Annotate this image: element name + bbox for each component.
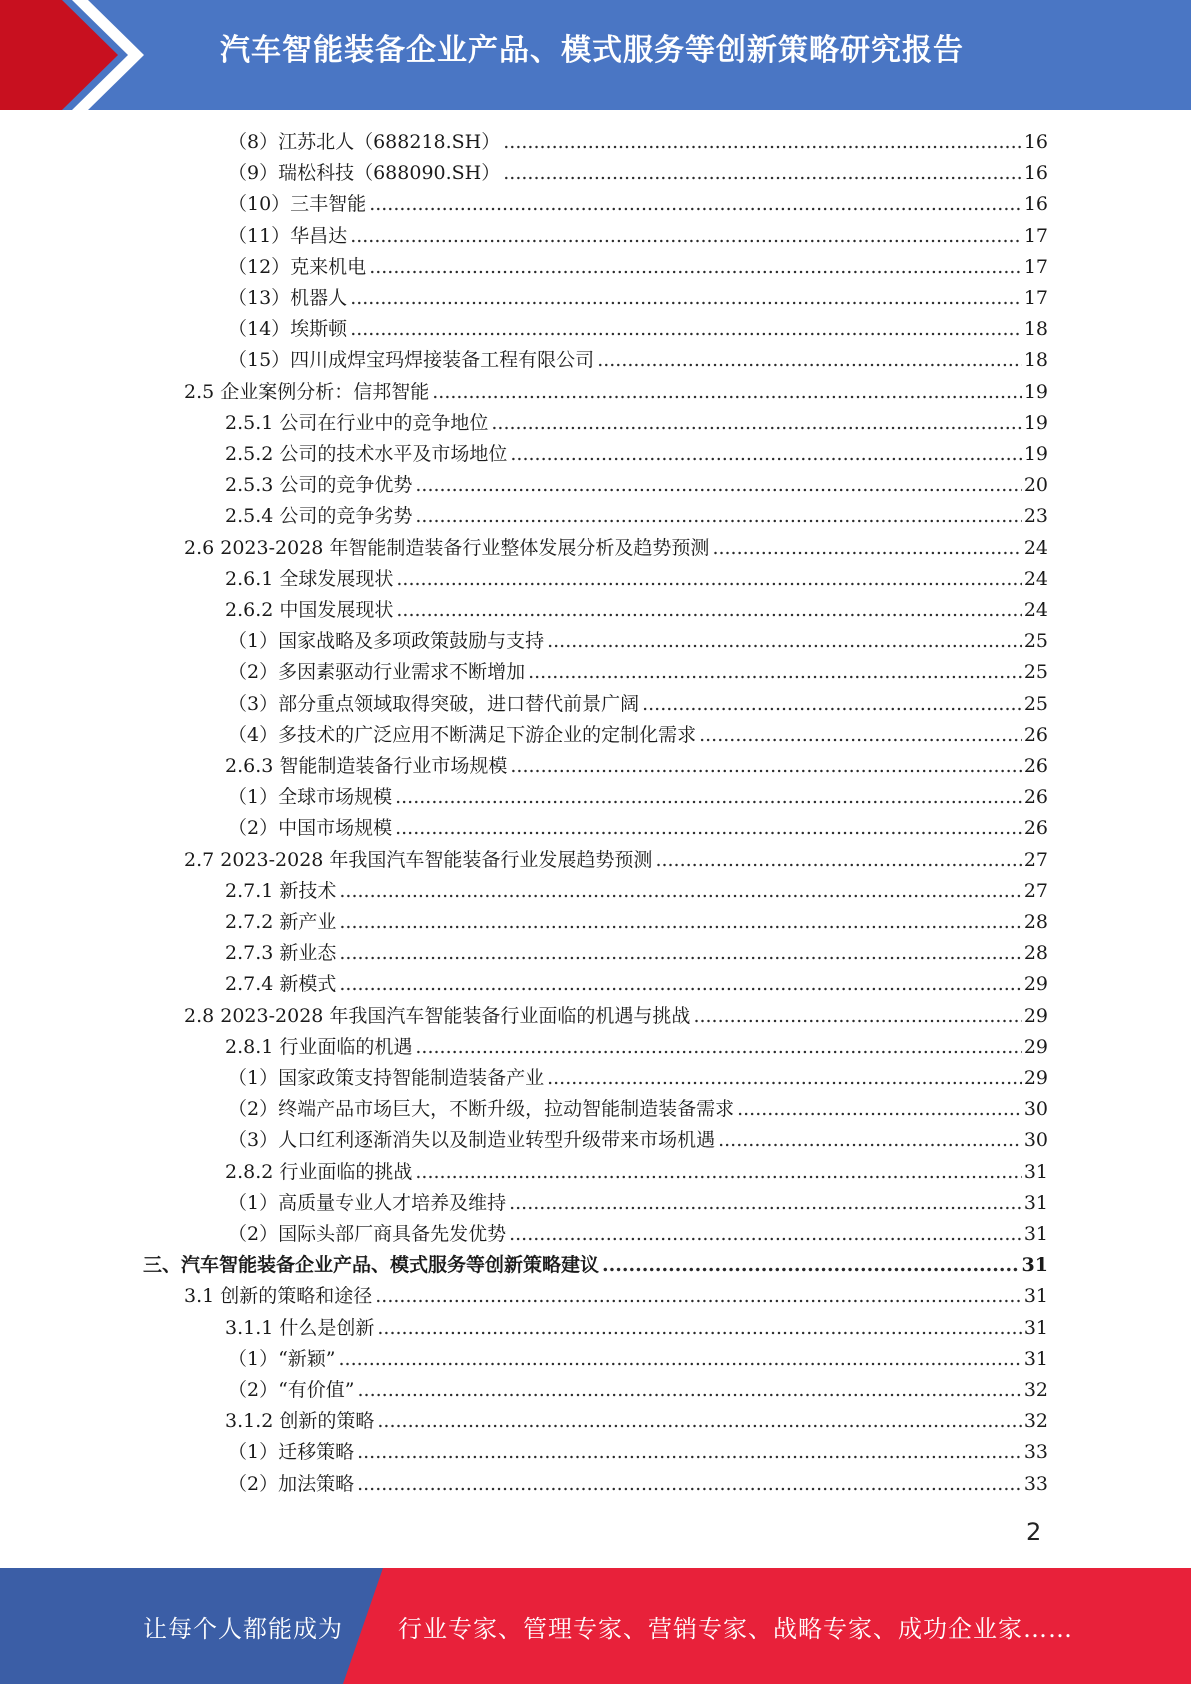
toc-entry-label: 2.7.2 新产业 (225, 911, 337, 933)
toc-entry[interactable] (228, 1437, 1048, 1467)
toc-entry-page: 25 (1023, 692, 1048, 715)
toc-entry-page: 31 (1023, 1316, 1048, 1339)
toc-dot-leader (597, 349, 1022, 371)
toc-entry-label: 2.8.2 行业面临的挑战 (225, 1160, 413, 1183)
toc-dot-leader (369, 193, 1022, 215)
toc-entry-label: （2）中国市场规模 (228, 817, 393, 840)
toc-entry-page: 31 (1021, 1254, 1048, 1277)
toc-entry-label: 2.8.1 行业面临的机遇 (225, 1035, 413, 1058)
toc-entry[interactable] (225, 907, 1048, 937)
toc-entry[interactable] (225, 1313, 1048, 1343)
toc-entry-label: 2.6.1 全球发展现状 (225, 567, 394, 590)
toc-entry-label: 2.8 2023-2028 年我国汽车智能装备行业面临的机遇与挑战 (184, 1004, 691, 1027)
toc-entry-label: （1）国家战略及多项政策鼓励与支持 (228, 630, 545, 653)
report-title: 汽车智能装备企业产品、模式服务等创新策略研究报告 (220, 33, 964, 68)
toc-entry-page: 25 (1023, 661, 1048, 684)
toc-entry-label: 2.7 2023-2028 年我国汽车智能装备行业发展趋势预测 (184, 848, 653, 871)
toc-entry-label: （2）国际头部厂商具备先发优势 (228, 1223, 507, 1245)
toc-entry[interactable] (184, 377, 1048, 407)
toc-entry-label: （12）克来机电 (228, 255, 367, 278)
toc-entry-label: （13）机器人 (228, 287, 348, 309)
toc-entry-label: （2）加法策略 (228, 1472, 355, 1495)
toc-entry[interactable] (184, 845, 1048, 875)
toc-dot-leader (377, 1317, 1021, 1339)
toc-entry[interactable] (228, 189, 1048, 219)
toc-entry-label: 2.6 2023-2028 年智能制造装备行业整体发展分析及趋势预测 (184, 536, 710, 559)
toc-dot-leader (350, 318, 1022, 340)
footer-tagline: 行业专家、管理专家、营销专家、战略专家、成功企业家…… (398, 1615, 1073, 1643)
toc-entry-page: 18 (1023, 318, 1048, 341)
toc-dot-leader (350, 225, 1022, 247)
toc-entry[interactable] (184, 1281, 1048, 1311)
toc-entry-page: 20 (1023, 474, 1048, 497)
toc-dot-leader (357, 1441, 1022, 1463)
toc-entry[interactable] (228, 1375, 1048, 1405)
page-footer (0, 1568, 1191, 1684)
toc-entry-page: 26 (1023, 786, 1048, 809)
toc-dot-leader (395, 786, 1022, 808)
toc-entry[interactable] (228, 221, 1048, 251)
toc-entry[interactable] (184, 533, 1048, 563)
toc-entry[interactable] (225, 439, 1048, 469)
toc-entry-page: 25 (1023, 630, 1048, 653)
toc-entry[interactable] (228, 1344, 1048, 1374)
toc-dot-leader (528, 661, 1022, 683)
toc-entry[interactable] (228, 345, 1048, 375)
toc-entry-label: （1）迁移策略 (228, 1441, 355, 1464)
toc-entry[interactable] (228, 720, 1048, 750)
toc-dot-leader (693, 1005, 1021, 1027)
toc-dot-leader (547, 630, 1022, 652)
toc-entry-page: 17 (1023, 287, 1048, 309)
toc-entry-label: 2.6.2 中国发展现状 (225, 599, 394, 621)
toc-entry-label: （11）华昌达 (228, 224, 348, 247)
toc-entry-page: 31 (1023, 1191, 1048, 1214)
toc-dot-leader (339, 973, 1021, 995)
toc-entry[interactable] (225, 1157, 1048, 1187)
toc-entry[interactable] (225, 1032, 1048, 1062)
toc-entry-label: 2.5.3 公司的竞争优势 (225, 474, 413, 497)
toc-entry-page: 24 (1023, 536, 1048, 559)
toc-entry-page: 26 (1023, 817, 1048, 840)
toc-entry-label: （2）多因素驱动行业需求不断增加 (228, 661, 526, 684)
toc-entry-page: 26 (1023, 755, 1048, 777)
toc-entry[interactable] (228, 1063, 1048, 1093)
toc-entry[interactable] (228, 127, 1048, 157)
toc-entry[interactable] (143, 1250, 1048, 1280)
toc-entry-page: 31 (1023, 1223, 1048, 1245)
toc-entry-label: 2.5.2 公司的技术水平及市场地位 (225, 443, 508, 465)
toc-dot-leader (503, 162, 1022, 184)
toc-entry-page: 33 (1023, 1472, 1048, 1495)
toc-dot-leader (358, 1379, 1022, 1401)
toc-entry-page: 32 (1023, 1379, 1048, 1401)
toc-entry[interactable] (228, 657, 1048, 687)
toc-dot-leader (369, 256, 1022, 278)
toc-entry[interactable] (225, 564, 1048, 594)
toc-dot-leader (357, 1473, 1022, 1495)
toc-entry-page: 31 (1023, 1160, 1048, 1183)
toc-entry[interactable] (228, 1219, 1048, 1249)
toc-entry[interactable] (228, 283, 1048, 313)
toc-entry-page: 32 (1023, 1410, 1048, 1433)
toc-entry[interactable] (228, 158, 1048, 188)
toc-dot-leader (415, 1161, 1021, 1183)
toc-entry-page: 27 (1023, 848, 1048, 871)
toc-entry[interactable] (228, 1469, 1048, 1499)
toc-entry-label: 三、汽车智能装备企业产品、模式服务等创新策略建议 (143, 1254, 600, 1277)
toc-entry-page: 16 (1023, 131, 1048, 153)
toc-entry[interactable] (228, 782, 1048, 812)
toc-dot-leader (415, 1036, 1021, 1058)
toc-dot-leader (339, 942, 1021, 964)
toc-entry-label: 3.1.1 什么是创新 (225, 1316, 375, 1339)
toc-dot-leader (432, 381, 1022, 403)
header-chevron-decoration (0, 0, 160, 110)
page-number: 2 (1026, 1518, 1042, 1546)
toc-entry-page: 19 (1023, 443, 1048, 465)
toc-entry-page: 26 (1023, 723, 1048, 746)
toc-entry-label: （3）部分重点领域取得突破，进口替代前景广阔 (228, 692, 640, 715)
toc-dot-leader (491, 412, 1021, 434)
toc-entry[interactable] (228, 626, 1048, 656)
toc-dot-leader (396, 568, 1021, 590)
toc-entry[interactable] (184, 1001, 1048, 1031)
toc-entry-page: 29 (1023, 1067, 1048, 1089)
toc-entry-label: （2）“有价值” (228, 1379, 355, 1401)
toc-entry-page: 31 (1023, 1347, 1048, 1370)
toc-entry-page: 31 (1023, 1285, 1048, 1308)
toc-entry-page: 28 (1023, 942, 1048, 965)
toc-dot-leader (718, 1129, 1022, 1151)
toc-dot-leader (655, 849, 1021, 871)
toc-dot-leader (510, 443, 1021, 465)
toc-entry-label: （1）高质量专业人才培养及维持 (228, 1191, 507, 1214)
toc-entry-label: 3.1.2 创新的策略 (225, 1410, 375, 1433)
toc-entry[interactable] (225, 876, 1048, 906)
toc-entry-page: 16 (1023, 193, 1048, 216)
toc-entry-label: （10）三丰智能 (228, 193, 367, 216)
toc-entry[interactable] (225, 751, 1048, 781)
toc-dot-leader (509, 1192, 1022, 1214)
toc-entry-page: 30 (1023, 1129, 1048, 1152)
toc-entry-page: 29 (1023, 1035, 1048, 1058)
toc-dot-leader (375, 1285, 1022, 1307)
toc-entry[interactable] (225, 938, 1048, 968)
toc-entry-page: 23 (1023, 505, 1048, 528)
toc-entry[interactable] (228, 1188, 1048, 1218)
toc-dot-leader (339, 1348, 1022, 1370)
toc-entry[interactable] (225, 408, 1048, 438)
toc-entry-label: （1）“新颖” (228, 1347, 336, 1370)
toc-dot-leader (396, 599, 1021, 621)
toc-entry-label: （1）国家政策支持智能制造装备产业 (228, 1067, 545, 1089)
toc-dot-leader (547, 1067, 1022, 1089)
toc-entry[interactable] (225, 470, 1048, 500)
toc-entry-label: （1）全球市场规模 (228, 786, 393, 809)
toc-entry-label: 2.6.3 智能制造装备行业市场规模 (225, 755, 508, 777)
toc-entry-page: 24 (1023, 599, 1048, 621)
toc-entry-label: 2.7.4 新模式 (225, 973, 337, 996)
toc-dot-leader (509, 1223, 1022, 1245)
toc-entry-label: 2.7.3 新业态 (225, 942, 337, 965)
toc-entry-label: （2）终端产品市场巨大，不断升级，拉动智能制造装备需求 (228, 1098, 735, 1121)
toc-dot-leader (642, 693, 1022, 715)
toc-dot-leader (339, 880, 1021, 902)
toc-entry-page: 17 (1023, 224, 1048, 247)
toc-entry-page: 18 (1023, 349, 1048, 372)
toc-entry[interactable] (225, 501, 1048, 531)
toc-entry[interactable] (225, 595, 1048, 625)
toc-entry-page: 24 (1023, 567, 1048, 590)
toc-entry-page: 28 (1023, 911, 1048, 933)
toc-entry-label: 2.5 企业案例分析：信邦智能 (184, 380, 430, 403)
toc-dot-leader (737, 1098, 1022, 1120)
toc-entry[interactable] (228, 1125, 1048, 1155)
toc-dot-leader (503, 131, 1022, 153)
page-header (0, 0, 1191, 110)
toc-entry-label: 3.1 创新的策略和途径 (184, 1285, 373, 1308)
toc-entry-label: 2.5.1 公司在行业中的竞争地位 (225, 411, 489, 434)
toc-dot-leader (395, 817, 1022, 839)
toc-entry[interactable] (228, 813, 1048, 843)
toc-dot-leader (350, 287, 1022, 309)
toc-entry[interactable] (228, 689, 1048, 719)
toc-dot-leader (415, 505, 1021, 527)
toc-entry-page: 29 (1023, 973, 1048, 996)
toc-dot-leader (712, 537, 1021, 559)
toc-entry-page: 19 (1023, 411, 1048, 434)
toc-entry[interactable] (228, 314, 1048, 344)
toc-entry-page: 16 (1023, 162, 1048, 185)
toc-entry-label: （4）多技术的广泛应用不断满足下游企业的定制化需求 (228, 723, 697, 746)
toc-entry-label: 2.5.4 公司的竞争劣势 (225, 505, 413, 528)
toc-entry-label: （3）人口红利逐渐消失以及制造业转型升级带来市场机遇 (228, 1129, 716, 1152)
toc-dot-leader (602, 1254, 1020, 1276)
footer-slogan: 让每个人都能成为 (143, 1615, 343, 1643)
toc-entry-page: 30 (1023, 1098, 1048, 1121)
toc-dot-leader (699, 724, 1022, 746)
toc-entry-page: 19 (1023, 380, 1048, 403)
toc-entry-label: （15）四川成焊宝玛焊接装备工程有限公司 (228, 349, 595, 372)
toc-entry[interactable] (225, 1406, 1048, 1436)
toc-entry-label: （8）江苏北人（688218.SH） (228, 131, 501, 153)
toc-dot-leader (377, 1410, 1021, 1432)
toc-entry[interactable] (228, 1094, 1048, 1124)
toc-entry[interactable] (228, 252, 1048, 282)
toc-entry-label: 2.7.1 新技术 (225, 879, 337, 902)
toc-dot-leader (415, 474, 1021, 496)
toc-dot-leader (510, 755, 1021, 777)
toc-entry-page: 17 (1023, 255, 1048, 278)
toc-entry-label: （14）埃斯顿 (228, 318, 348, 341)
toc-dot-leader (339, 911, 1021, 933)
toc-entry-page: 33 (1023, 1441, 1048, 1464)
toc-entry[interactable] (225, 969, 1048, 999)
toc-entry-page: 27 (1023, 879, 1048, 902)
toc-entry-label: （9）瑞松科技（688090.SH） (228, 162, 501, 185)
toc-entry-page: 29 (1023, 1004, 1048, 1027)
